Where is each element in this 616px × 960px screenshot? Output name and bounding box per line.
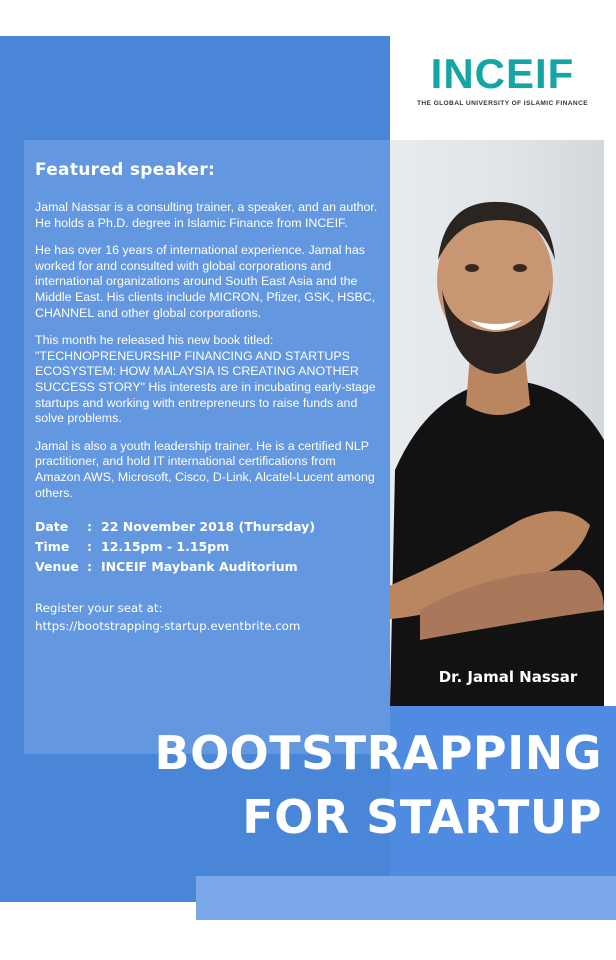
featured-heading: Featured speaker: xyxy=(35,160,216,180)
register-section xyxy=(35,599,383,635)
bio-paragraph-4: Jamal is also a youth leadership trainer. He is a certified NLP practitioner, and hold IT international certifications from Amazon AWS, Microsoft, Cisco, D-Link, Alcatel-Lucent among others. xyxy=(35,438,375,500)
date-label: Date xyxy=(35,519,69,535)
speaker-photo xyxy=(390,140,604,706)
event-venue-row xyxy=(35,557,383,577)
date-value: 22 November 2018 (Thursday) xyxy=(101,519,316,535)
venue-value: INCEIF Maybank Auditorium xyxy=(101,559,298,575)
event-title-line-2: FOR STARTUP xyxy=(242,790,602,844)
event-title-line-1: BOOTSTRAPPING xyxy=(154,726,602,780)
speaker-name-caption: Dr. Jamal Nassar xyxy=(438,668,578,686)
register-label: Register your seat at: xyxy=(35,601,163,616)
date-separator: : xyxy=(87,519,92,535)
time-label: Time xyxy=(35,539,70,555)
inceif-logo xyxy=(395,52,610,107)
venue-label: Venue xyxy=(35,559,79,575)
event-date-row xyxy=(35,517,383,537)
event-details xyxy=(35,517,383,577)
venue-separator: : xyxy=(87,559,92,575)
bio-paragraph-2: He has over 16 years of international experience. Jamal has worked for and consulted with global corporations and international organizations around South East Asia and the Middle East. His clients include MICRON, Pfizer, GSK, HSBC, CHANNEL and other global corporations. xyxy=(35,243,376,320)
event-time-row xyxy=(35,537,383,557)
featured-speaker-section xyxy=(35,160,383,635)
light-blue-accent-bar xyxy=(196,876,616,920)
bio-paragraph-1: Jamal Nassar is a consulting trainer, a speaker, and an author. He holds a Ph.D. degree in Islamic Finance from INCEIF. xyxy=(35,200,378,230)
time-value: 12.15pm - 1.15pm xyxy=(101,539,230,555)
time-separator: : xyxy=(87,539,92,555)
register-link[interactable]: https://bootstrapping-startup.eventbrite.com xyxy=(35,619,301,634)
logo-wordmark: INCEIF xyxy=(430,50,575,97)
logo-tagline: THE GLOBAL UNIVERSITY OF ISLAMIC FINANCE xyxy=(416,100,589,107)
bio-paragraph-3: This month he released his new book titled: "TECHNOPRENEURSHIP FINANCING AND STARTUPS ECOSYSTEM: HOW MALAYSIA IS CREATING ANOTHER SUCCESS STORY" His interests are in incubating early-stage startups and working with entrepreneurs to raise funds and solve problems. xyxy=(35,333,376,426)
